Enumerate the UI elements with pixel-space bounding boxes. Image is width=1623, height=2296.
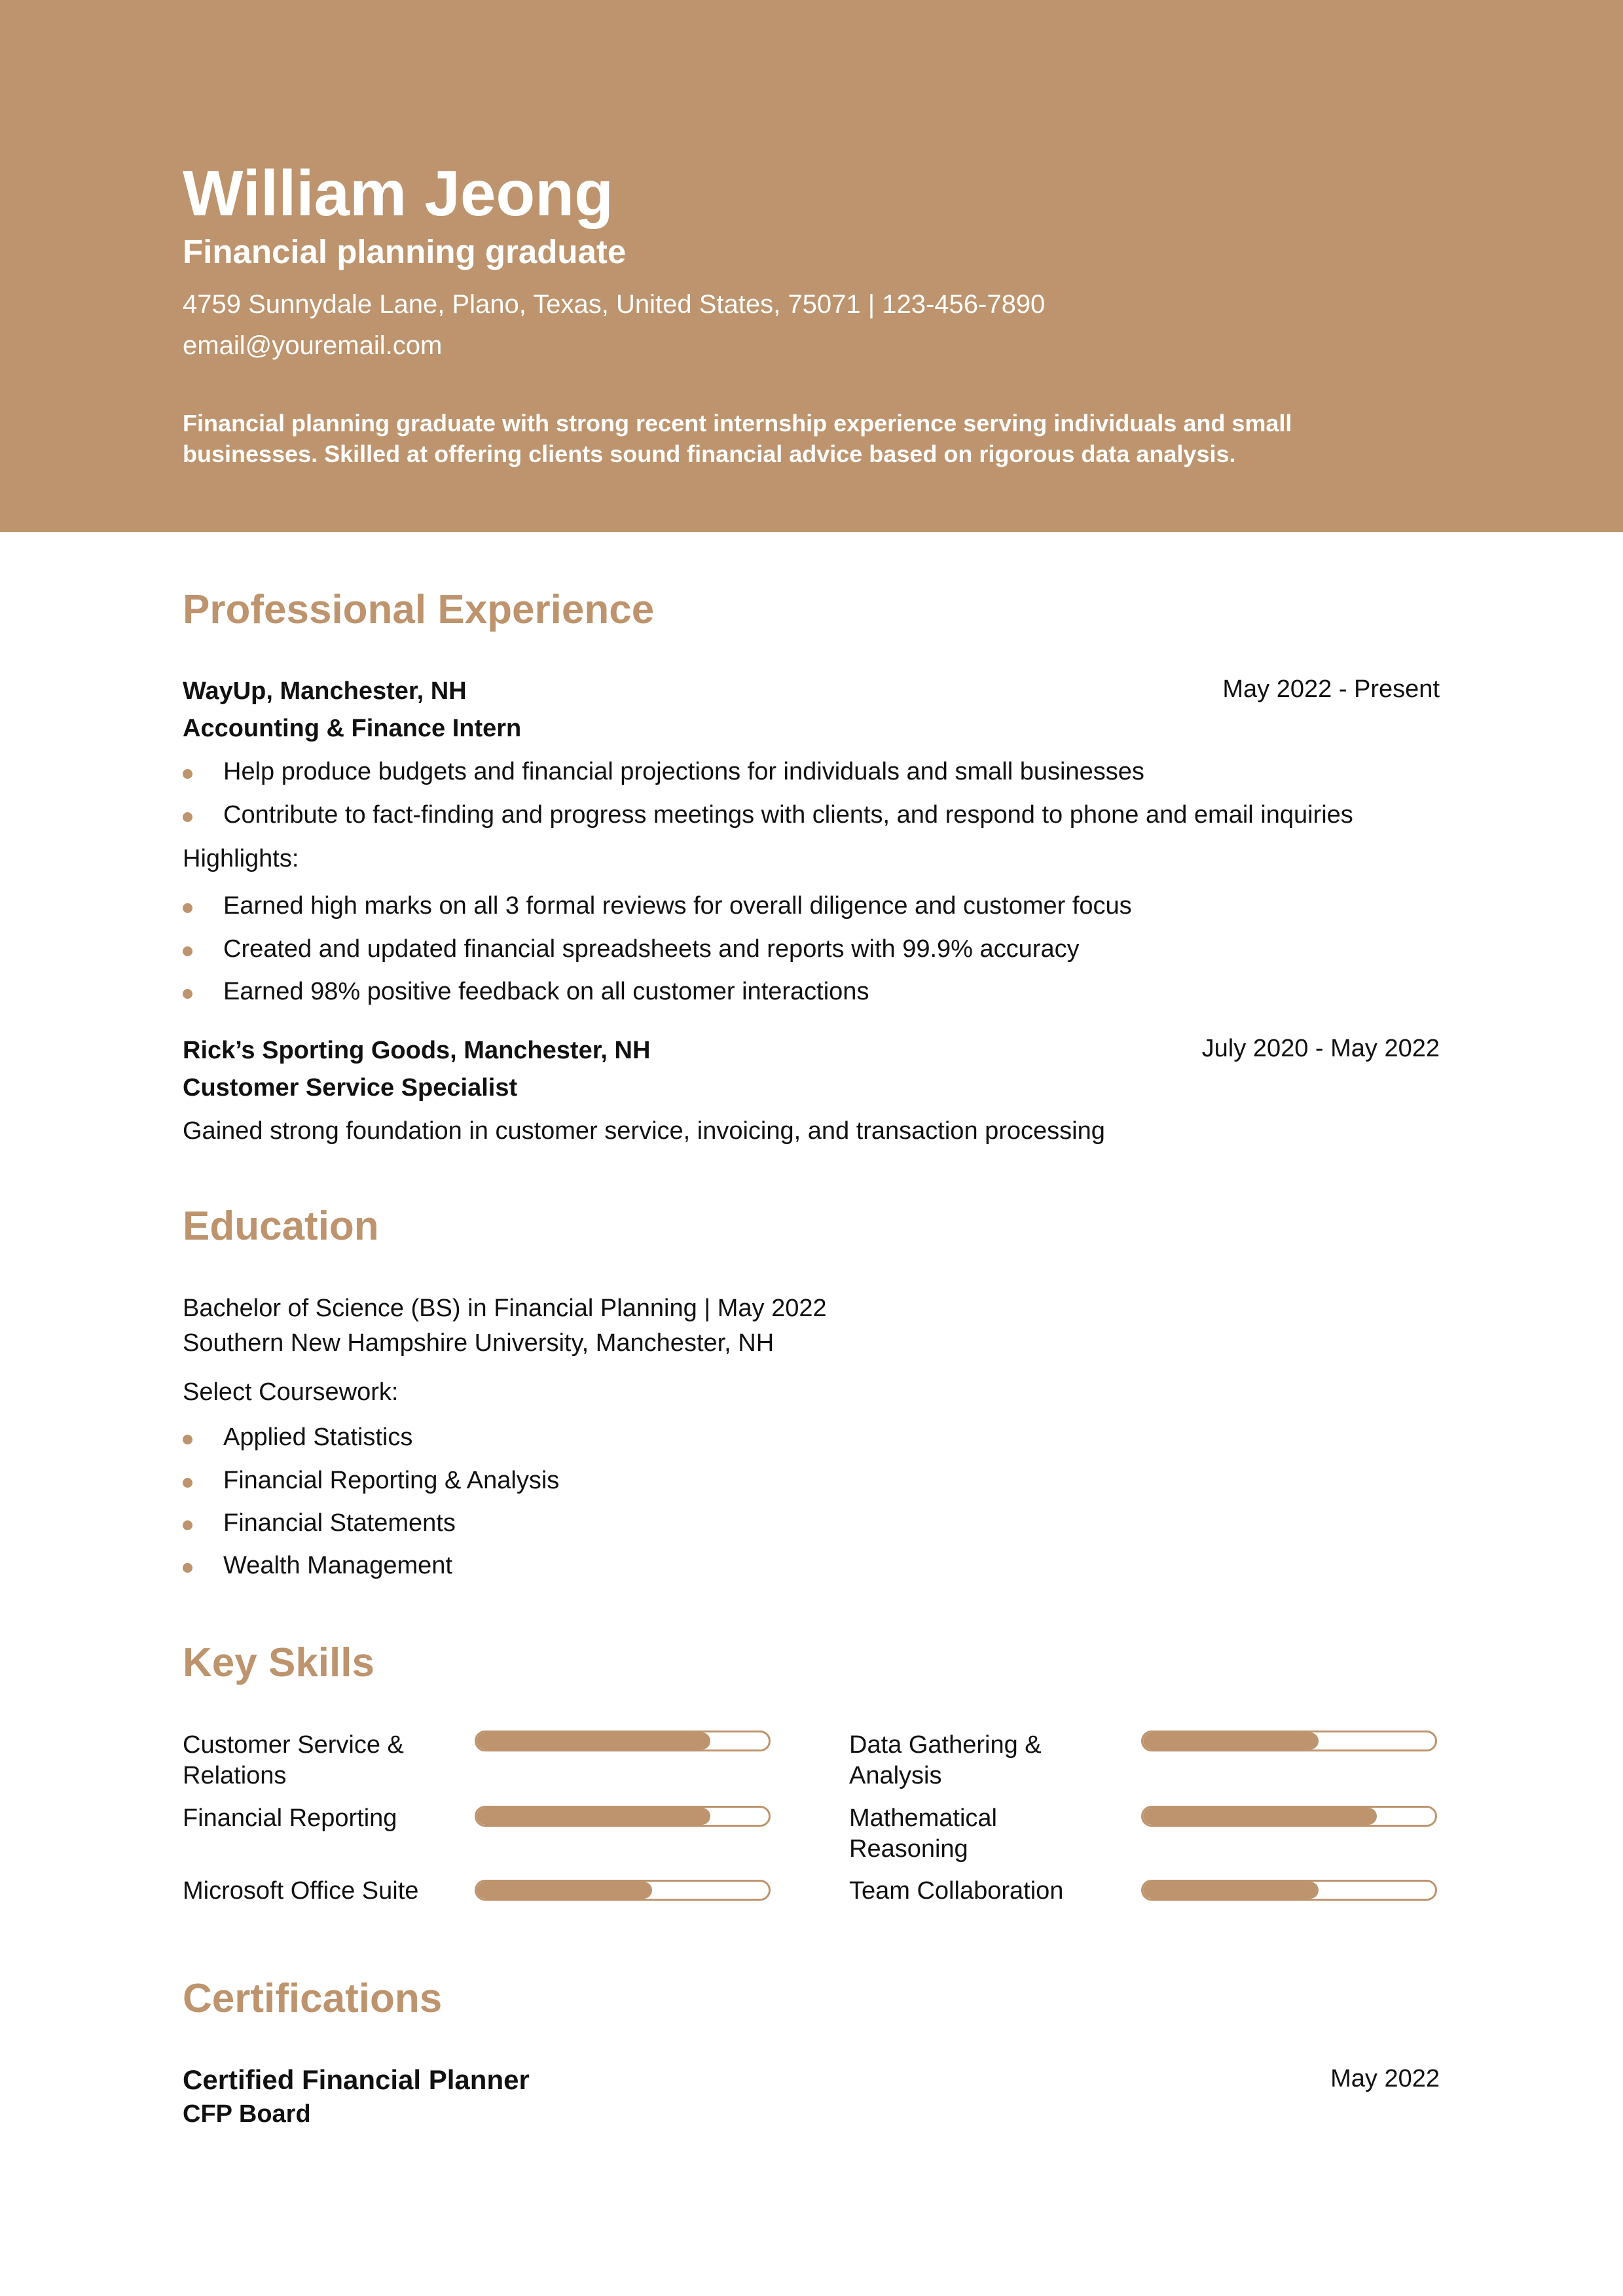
bullet-dot: [183, 1520, 192, 1530]
job-dates: July 2020 - May 2022: [1201, 1035, 1440, 1062]
certification-date: May 2022: [1330, 2065, 1440, 2092]
highlight-item: Created and updated financial spreadsheets and reports with 99.9% accuracy: [223, 935, 1080, 963]
skill-level-bar: [1141, 1880, 1437, 1901]
coursework-item: Financial Reporting & Analysis: [223, 1467, 560, 1494]
skill-level-bar: [1141, 1806, 1437, 1827]
skill-label: Microsoft Office Suite: [183, 1877, 419, 1905]
skill-level-fill: [477, 1808, 710, 1825]
certifications-heading: Certifications: [183, 1976, 443, 2021]
bullet-dot: [183, 989, 192, 999]
summary-line-1: Financial planning graduate with strong recent internship experience serving individuals and small: [183, 410, 1292, 437]
coursework-item: Wealth Management: [223, 1552, 452, 1579]
job-bullet: Help produce budgets and financial projections for individuals and small businesses: [223, 758, 1144, 785]
coursework-label: Select Coursework:: [183, 1378, 399, 1406]
bullet-dot: [183, 903, 192, 913]
skill-level-bar: [1141, 1731, 1437, 1751]
bullet-dot: [183, 1478, 192, 1488]
skill-level-fill: [477, 1882, 652, 1899]
highlight-item: Earned high marks on all 3 formal reviews for overall diligence and customer focus: [223, 892, 1132, 920]
job-bullet: Contribute to fact-finding and progress meetings with clients, and respond to phone and email inquiries: [223, 801, 1353, 829]
skill-level-bar: [475, 1880, 771, 1901]
highlight-item: Earned 98% positive feedback on all customer interactions: [223, 978, 869, 1005]
skill-level-fill: [1143, 1882, 1319, 1899]
skill-level-fill: [1143, 1732, 1319, 1749]
education-heading: Education: [183, 1204, 379, 1249]
bullet-dot: [183, 1435, 192, 1444]
job-company: WayUp, Manchester, NH: [183, 677, 467, 705]
contact-email: email@youremail.com: [183, 331, 443, 360]
skill-label: Team Collaboration: [849, 1877, 1064, 1905]
skill-label: Financial Reporting: [183, 1804, 397, 1832]
experience-heading: Professional Experience: [183, 587, 655, 632]
skill-level-fill: [477, 1732, 710, 1749]
certification-issuer: CFP Board: [183, 2100, 311, 2128]
candidate-title: Financial planning graduate: [183, 233, 627, 270]
summary-line-2: businesses. Skilled at offering clients sound financial advice based on rigorous data analysis.: [183, 440, 1236, 467]
degree-line: Bachelor of Science (BS) in Financial Planning | May 2022: [183, 1295, 827, 1322]
job-company: Rick’s Sporting Goods, Manchester, NH: [183, 1037, 651, 1064]
skill-label: Mathematical Reasoning: [849, 1804, 997, 1863]
certification-name: Certified Financial Planner: [183, 2064, 530, 2095]
coursework-item: Financial Statements: [223, 1509, 456, 1537]
contact-address-phone: 4759 Sunnydale Lane, Plano, Texas, United States, 75071 | 123-456-7890: [183, 290, 1046, 319]
bullet-dot: [183, 769, 192, 779]
bullet-dot: [183, 1563, 192, 1573]
job-description: Gained strong foundation in customer service, invoicing, and transaction processing: [183, 1117, 1105, 1145]
job-dates: May 2022 - Present: [1222, 675, 1440, 703]
job-role: Accounting & Finance Intern: [183, 715, 522, 742]
skill-level-bar: [475, 1806, 771, 1827]
skill-level-bar: [475, 1731, 771, 1751]
job-role: Customer Service Specialist: [183, 1074, 518, 1102]
skills-heading: Key Skills: [183, 1640, 374, 1685]
skill-label: Data Gathering & Analysis: [849, 1731, 1042, 1789]
bullet-dot: [183, 812, 192, 822]
bullet-dot: [183, 946, 192, 956]
candidate-name: William Jeong: [183, 157, 614, 229]
skill-label: Customer Service & Relations: [183, 1731, 404, 1789]
coursework-item: Applied Statistics: [223, 1424, 413, 1451]
school-line: Southern New Hampshire University, Manchester, NH: [183, 1329, 775, 1357]
highlights-label: Highlights:: [183, 845, 299, 872]
skill-level-fill: [1143, 1808, 1377, 1825]
